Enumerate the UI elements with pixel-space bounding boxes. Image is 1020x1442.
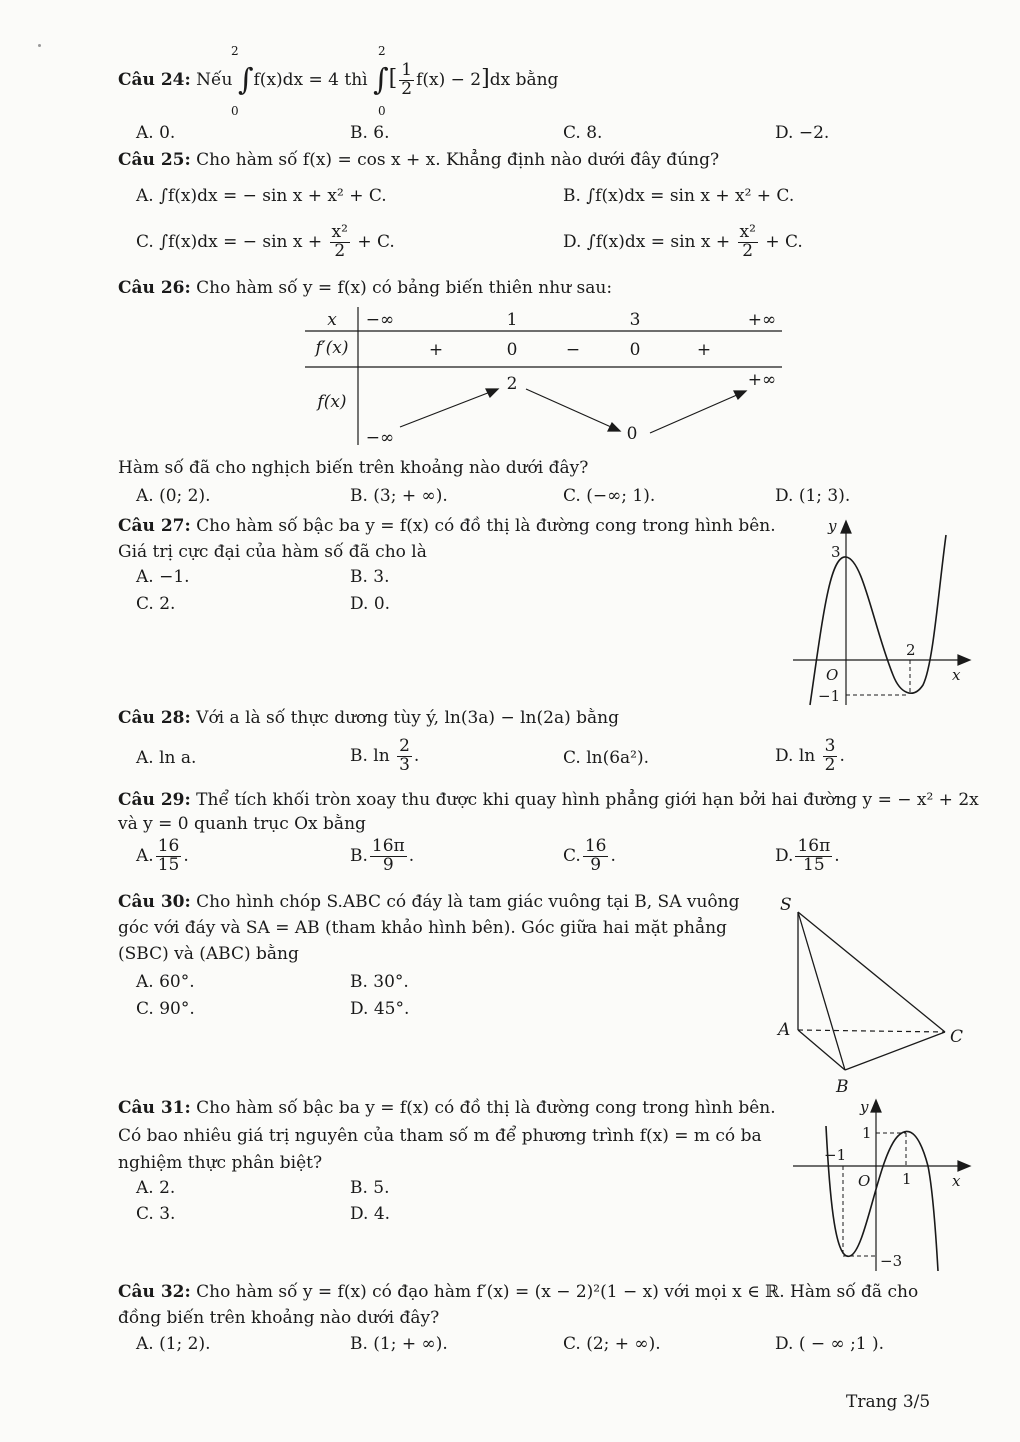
q29-option-c: C. $\frac{16}{9}$ . xyxy=(563,836,616,875)
svg-text:3: 3 xyxy=(831,543,841,561)
q30-pyramid-figure xyxy=(770,890,970,1100)
q28-option-d: D. ln $\frac{3}{2}$ . xyxy=(775,736,845,775)
q32-option-c: C. (2; + ∞). xyxy=(563,1334,661,1354)
q30-option-b: B. 30°. xyxy=(350,972,409,992)
q28-text: Với a là số thực dương tùy ý, ln(3a) − ln(2a) bằng xyxy=(196,708,619,728)
svg-text:O: O xyxy=(826,666,839,684)
q32-text2: đồng biến trên khoảng nào dưới đây? xyxy=(118,1308,440,1328)
q25-option-b: B. ∫f(x)dx = sin x + x² + C. xyxy=(563,186,795,206)
q25-label: Câu 25: xyxy=(118,150,191,170)
q24-text1: Nếu xyxy=(196,69,233,90)
table-x-label: x xyxy=(327,310,337,330)
q26-option-b: B. (3; + ∞). xyxy=(350,486,448,506)
q24-option-c: C. 8. xyxy=(563,123,603,143)
q27-option-b: B. 3. xyxy=(350,567,390,587)
q26-option-c: C. (−∞; 1). xyxy=(563,486,656,506)
q29-option-a: A. $\frac{16}{15}$ . xyxy=(136,836,189,875)
q31-label: Câu 31: xyxy=(118,1098,191,1118)
q28-label: Câu 28: xyxy=(118,708,191,728)
q25-option-d: D. ∫f(x)dx = sin x + $\frac{\text{x²}}{2}$ + C. xyxy=(563,222,803,261)
table-f-label: f(x) xyxy=(317,392,347,412)
fraction: $\frac{16\pi}{9}$ xyxy=(371,836,405,875)
q29-text2: và y = 0 quanh trục Ox bằng xyxy=(118,814,366,834)
q31-text3: nghiệm thực phân biệt? xyxy=(118,1153,323,1173)
fraction: $\frac{16}{9}$ xyxy=(584,836,607,875)
table-x-value: 3 xyxy=(629,310,641,330)
q25-stem xyxy=(118,150,719,170)
table-f-value: +∞ xyxy=(747,370,777,390)
integral-sign-icon: ∫ xyxy=(373,62,389,98)
q31-option-b: B. 5. xyxy=(350,1178,390,1198)
q30-text3: (SBC) và (ABC) bằng xyxy=(118,944,299,964)
q24-option-b: B. 6. xyxy=(350,123,390,143)
lower-limit: 0 xyxy=(231,104,239,118)
svg-text:y: y xyxy=(828,517,837,535)
svg-text:O: O xyxy=(858,1172,871,1190)
table-x-value: −∞ xyxy=(365,310,395,330)
q27-option-a: A. −1. xyxy=(136,567,190,587)
q32-stem xyxy=(118,1282,918,1302)
q25-option-a: A. ∫f(x)dx = − sin x + x² + C. xyxy=(136,186,387,206)
q28-option-b: B. ln $\frac{2}{3}$ . xyxy=(350,736,420,775)
q31-stem xyxy=(118,1098,776,1118)
q25-option-c: C. ∫f(x)dx = − sin x + $\frac{\text{x²}}{2}$ + C. xyxy=(136,222,395,261)
fraction: $\frac{16\pi}{15}$ xyxy=(797,836,831,875)
q30-option-a: A. 60°. xyxy=(136,972,195,992)
svg-text:x: x xyxy=(952,1172,961,1190)
q29-text: Thể tích khối tròn xoay thu được khi quay hình phẳng giới hạn bởi hai đường y = − x² + 2x xyxy=(196,790,979,810)
q31-text: Cho hàm số bậc ba y = f(x) có đồ thị là đường cong trong hình bên. xyxy=(196,1098,776,1118)
q31-option-c: C. 3. xyxy=(136,1204,176,1224)
svg-text:C: C xyxy=(950,1027,964,1047)
q29-label: Câu 29: xyxy=(118,790,191,810)
q24-label: Câu 24: xyxy=(118,69,191,90)
table-sign: 0 xyxy=(506,340,518,360)
svg-text:x: x xyxy=(952,666,961,684)
q32-label: Câu 32: xyxy=(118,1282,191,1302)
q28-option-c: C. ln(6a²). xyxy=(563,748,650,768)
upper-limit: 2 xyxy=(231,44,239,58)
fraction: $\frac{2}{3}$ xyxy=(399,736,410,775)
integral-sign-icon: ∫ xyxy=(237,62,254,98)
upper-limit: 2 xyxy=(378,44,386,58)
q26-stem xyxy=(118,278,612,298)
q27-stem xyxy=(118,516,776,536)
q26-option-d: D. (1; 3). xyxy=(775,486,851,506)
fraction: $\frac{\text{x²}}{2}$ xyxy=(331,222,348,261)
fraction: $\frac{1}{2}$ xyxy=(401,60,413,99)
q29-option-b: B. $\frac{16\pi}{9}$ . xyxy=(350,836,415,875)
table-x-value: 1 xyxy=(506,310,518,330)
q31-text2: Có bao nhiêu giá trị nguyên của tham số m để phương trình f(x) = m có ba xyxy=(118,1126,762,1146)
q31-option-a: A. 2. xyxy=(136,1178,176,1198)
q32-option-a: A. (1; 2). xyxy=(136,1334,211,1354)
q24-text4: dx bằng xyxy=(489,69,559,90)
svg-text:−1: −1 xyxy=(824,1146,847,1164)
svg-text:S: S xyxy=(780,895,792,915)
fraction: $\frac{16}{15}$ xyxy=(157,836,180,875)
q26-option-a: A. (0; 2). xyxy=(136,486,211,506)
q27-option-d: D. 0. xyxy=(350,594,391,614)
svg-text:−3: −3 xyxy=(880,1252,903,1270)
variation-arrows xyxy=(400,389,746,433)
svg-text:−1: −1 xyxy=(818,687,841,705)
lower-limit: 0 xyxy=(378,104,386,118)
q26-label: Câu 26: xyxy=(118,278,191,298)
table-fprime-label: f′(x) xyxy=(315,338,349,358)
q30-label: Câu 30: xyxy=(118,892,191,912)
q32-option-b: B. (1; + ∞). xyxy=(350,1334,448,1354)
q29-option-d: D. $\frac{16\pi}{15}$ . xyxy=(775,836,840,875)
q24-text3: f(x) − 2 xyxy=(416,69,482,90)
q30-option-c: C. 90°. xyxy=(136,999,195,1019)
q28-option-a: A. ln a. xyxy=(136,748,197,768)
q25-text: Cho hàm số f(x) = cos x + x. Khẳng định nào dưới đây đúng? xyxy=(196,150,720,170)
svg-text:2: 2 xyxy=(906,641,916,659)
q27-option-c: C. 2. xyxy=(136,594,176,614)
svg-text:B: B xyxy=(836,1077,849,1097)
q32-text: Cho hàm số y = f(x) có đạo hàm f′(x) = (x − 2)²(1 − x) với mọi x ∈ ℝ. Hàm số đã cho xyxy=(196,1282,919,1302)
svg-text:A: A xyxy=(778,1020,791,1040)
q27-graph xyxy=(788,515,978,710)
q31-option-d: D. 4. xyxy=(350,1204,391,1224)
page-number: Trang 3/5 xyxy=(846,1392,931,1412)
table-sign: 0 xyxy=(629,340,641,360)
scan-speck xyxy=(38,44,41,47)
fraction: $\frac{3}{2}$ xyxy=(824,736,836,775)
table-f-value: 0 xyxy=(626,424,638,444)
q27-text2: Giá trị cực đại của hàm số đã cho là xyxy=(118,542,427,562)
q24-text2: f(x)dx = 4 thì xyxy=(253,69,368,90)
variation-table xyxy=(300,305,790,450)
q30-option-d: D. 45°. xyxy=(350,999,410,1019)
svg-text:1: 1 xyxy=(862,1124,872,1142)
q24-option-d: D. −2. xyxy=(775,123,830,143)
table-f-value: −∞ xyxy=(365,428,395,448)
q29-stem xyxy=(118,790,979,810)
q26-text: Cho hàm số y = f(x) có bảng biến thiên như sau: xyxy=(196,278,613,298)
q31-graph xyxy=(788,1096,978,1276)
q27-text: Cho hàm số bậc ba y = f(x) có đồ thị là đường cong trong hình bên. xyxy=(196,516,776,536)
q26-question: Hàm số đã cho nghịch biến trên khoảng nào dưới đây? xyxy=(118,458,589,478)
q24-stem: Câu 24: Nếu ∫f(x)dx = 4 thì ∫[ $\frac{1}{2}$ f(x) − 2]dx bằng xyxy=(118,60,559,99)
q30-stem xyxy=(118,892,740,912)
q28-stem xyxy=(118,708,619,728)
svg-text:y: y xyxy=(860,1098,869,1116)
q27-label: Câu 27: xyxy=(118,516,191,536)
q24-option-a: A. 0. xyxy=(136,123,176,143)
table-x-value: +∞ xyxy=(747,310,777,330)
table-f-value: 2 xyxy=(506,374,518,394)
table-sign: − xyxy=(565,340,581,360)
q32-option-d: D. ( − ∞ ;1 ). xyxy=(775,1334,885,1354)
fraction: $\frac{\text{x²}}{2}$ xyxy=(739,222,756,261)
q30-text2: góc với đáy và SA = AB (tham khảo hình bên). Góc giữa hai mặt phẳng xyxy=(118,918,727,938)
q30-text: Cho hình chóp S.ABC có đáy là tam giác vuông tại B, SA vuông xyxy=(196,892,740,912)
svg-text:1: 1 xyxy=(902,1170,912,1188)
table-sign: + xyxy=(428,340,444,360)
table-sign: + xyxy=(696,340,712,360)
